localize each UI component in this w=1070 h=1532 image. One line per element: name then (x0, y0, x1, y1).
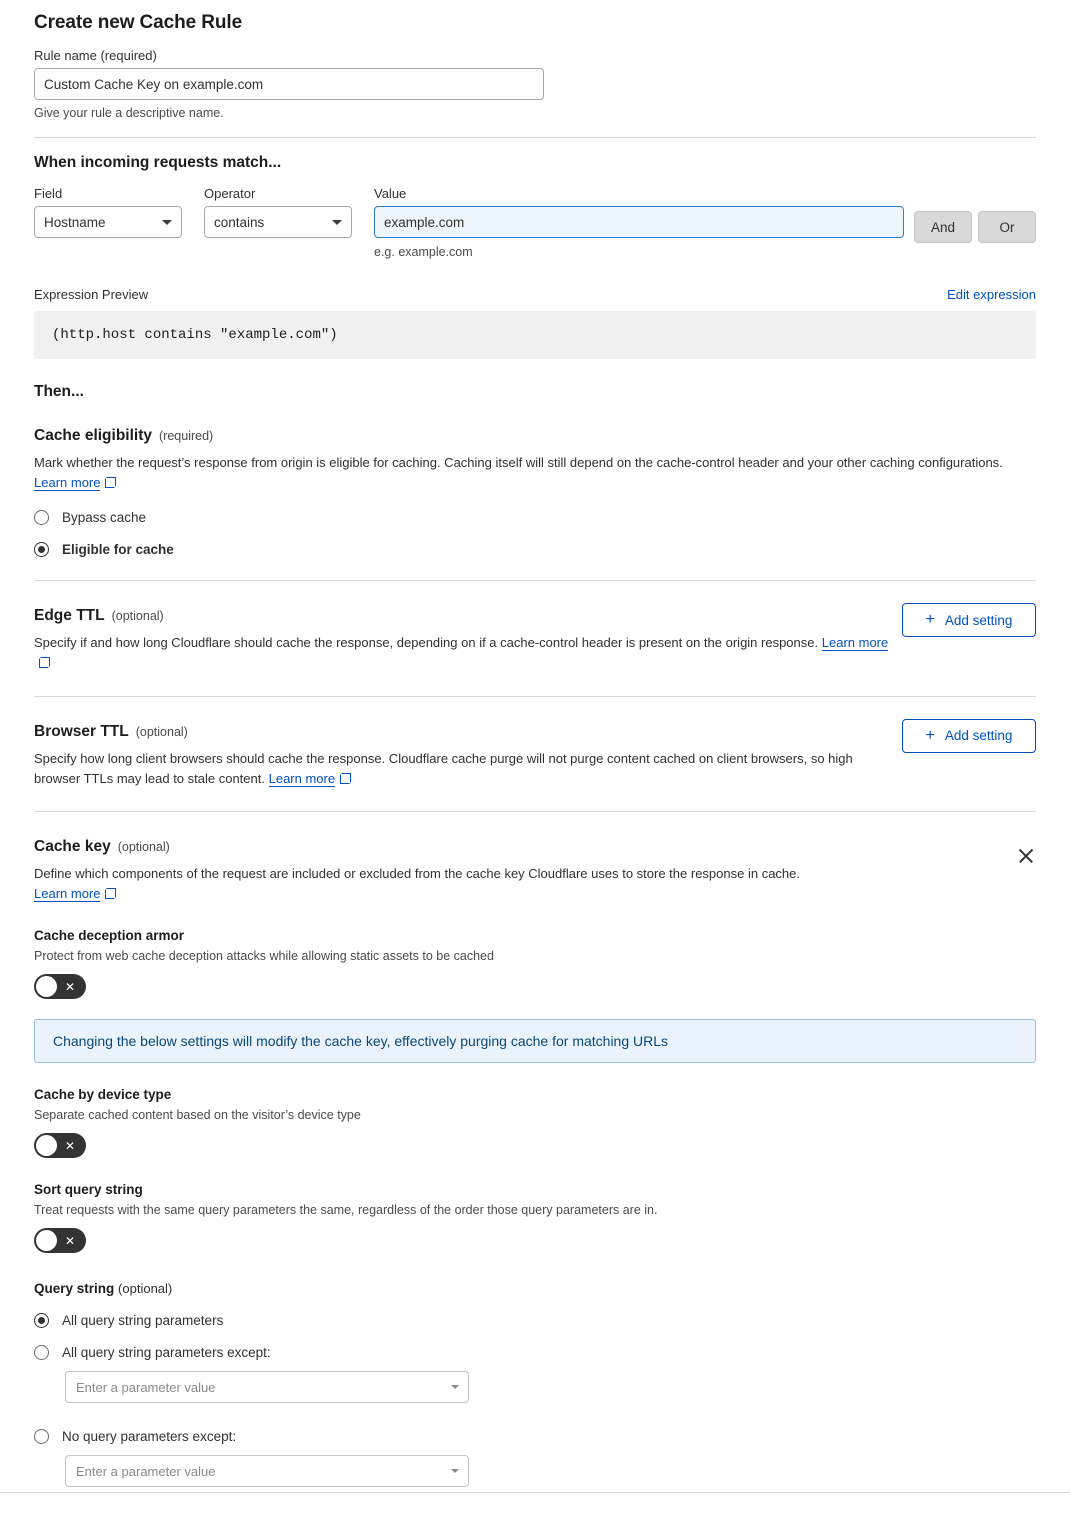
browser-ttl-learn-more-link[interactable]: Learn more (268, 770, 336, 786)
external-link-icon (39, 657, 50, 668)
radio-all-query-string-parameters-except[interactable] (34, 1345, 1036, 1360)
chevron-down-icon (451, 1385, 459, 1389)
cache-by-device-type-title: Cache by device type (34, 1087, 172, 1103)
radio-bypass-cache-icon (34, 510, 49, 525)
all-except-parameter-placeholder: Enter a parameter value (76, 1379, 216, 1395)
operator-select-value: contains (214, 214, 265, 230)
edge-ttl-add-setting-label: Add setting (944, 612, 1013, 628)
expression-label: Expression Preview (34, 287, 149, 302)
cache-key-info-banner: Changing the below settings will modify the cache key, effectively purging cache for matching URLs (34, 1019, 1036, 1063)
toggle-off-icon: ✕ (64, 1233, 75, 1248)
cache-key-title (34, 838, 1036, 856)
all-except-parameter-input[interactable] (65, 1371, 469, 1403)
value-hint: e.g. example.com (374, 245, 473, 259)
match-row (34, 186, 1036, 259)
chevron-down-icon (162, 220, 172, 225)
edge-ttl-optional: (optional) (111, 609, 164, 624)
cache-eligibility-learn-more-link[interactable]: Learn more (34, 475, 101, 491)
browser-ttl-section (34, 697, 1036, 789)
edge-ttl-description-text: Specify if and how long Cloudflare should cache the response, depending on if a cache-control header is present on the origin response. (34, 635, 819, 651)
sort-query-string-description: Treat requests with the same query parameters the same, regardless of the order those query parameters are in. (34, 1203, 658, 1218)
chevron-down-icon (332, 220, 342, 225)
browser-ttl-description (34, 749, 902, 789)
edit-expression-link[interactable]: Edit expression (947, 287, 1036, 302)
field-label: Field (34, 186, 63, 201)
cache-deception-armor-description: Protect from web cache deception attacks while allowing static assets to be cached (34, 949, 494, 964)
toggle-knob (36, 976, 57, 997)
cache-key-learn-more-link[interactable]: Learn more (34, 885, 101, 901)
rule-name-input[interactable] (34, 68, 544, 100)
cache-by-device-type-toggle[interactable] (34, 1133, 86, 1158)
toggle-off-icon: ✕ (64, 979, 75, 994)
cache-eligibility-description (34, 453, 1036, 493)
radio-all-query-string-parameters-except-label: All query string parameters except: (62, 1345, 271, 1361)
cache-eligibility-description-text: Mark whether the request’s response from origin is eligible for caching. Caching itself will still depend on the cache-control header and your other caching configurations. (34, 455, 1003, 470)
query-string-title (34, 1281, 1036, 1296)
edge-ttl-learn-more-link[interactable]: Learn more (821, 635, 889, 651)
edge-ttl-title-text: Edge TTL (34, 607, 105, 625)
page-title: Create new Cache Rule (34, 12, 243, 33)
logic-buttons (914, 211, 1036, 243)
edge-ttl-title (34, 607, 902, 625)
radio-all-query-string-parameters-except-icon (34, 1345, 49, 1360)
cache-key-optional: (optional) (117, 839, 170, 854)
field-group (34, 186, 182, 238)
cache-eligibility-required: (required) (159, 429, 214, 443)
operator-label: Operator (204, 186, 256, 201)
and-button[interactable]: And (914, 211, 972, 243)
toggle-knob (36, 1135, 57, 1156)
edge-ttl-add-setting-button[interactable] (902, 603, 1036, 637)
value-label: Value (374, 186, 407, 201)
divider-cache-key (34, 811, 1036, 812)
external-link-icon (105, 888, 116, 899)
rule-name-helper: Give your rule a descriptive name. (34, 106, 224, 120)
or-button[interactable]: Or (978, 211, 1036, 243)
browser-ttl-optional: (optional) (135, 724, 188, 739)
edge-ttl-description (34, 633, 902, 673)
field-select[interactable] (34, 206, 182, 238)
radio-no-query-parameters-except-label: No query parameters except: (62, 1429, 237, 1445)
external-link-icon (340, 773, 351, 784)
none-except-parameter-placeholder: Enter a parameter value (76, 1463, 216, 1479)
edge-ttl-section (34, 581, 1036, 673)
chevron-down-icon (451, 1469, 459, 1473)
cache-deception-armor-toggle[interactable] (34, 974, 86, 999)
sort-query-string-title: Sort query string (34, 1182, 143, 1198)
cache-key-close-icon[interactable] (1016, 846, 1036, 866)
radio-all-query-string-parameters-label: All query string parameters (62, 1313, 224, 1329)
browser-ttl-add-setting-button[interactable] (902, 719, 1036, 753)
radio-eligible-for-cache-icon (34, 542, 49, 557)
cache-key-description-text: Define which components of the request are included or excluded from the cache key Cloudflare uses to store the response in cache. (34, 865, 800, 881)
cache-rule-form (0, 12, 1070, 1493)
radio-eligible-for-cache-label: Eligible for cache (62, 542, 174, 558)
radio-bypass-cache-label: Bypass cache (62, 510, 147, 526)
cache-key-section (34, 838, 1036, 1493)
none-except-parameter-input[interactable] (65, 1455, 469, 1487)
match-heading: When incoming requests match... (34, 154, 282, 171)
cache-deception-armor-title: Cache deception armor (34, 928, 185, 944)
toggle-off-icon: ✕ (64, 1138, 75, 1153)
cache-by-device-type-description: Separate cached content based on the visitor’s device type (34, 1108, 361, 1123)
query-string-title-text: Query string (34, 1281, 115, 1297)
operator-group (204, 186, 352, 238)
sort-query-string-toggle[interactable] (34, 1228, 86, 1253)
field-select-value: Hostname (44, 214, 106, 230)
expression-preview: (http.host contains "example.com") (34, 311, 1036, 359)
radio-all-query-string-parameters-icon (34, 1313, 49, 1328)
cache-eligibility-title (34, 427, 1036, 445)
browser-ttl-add-setting-label: Add setting (944, 728, 1013, 744)
divider-top (34, 137, 1036, 138)
radio-no-query-parameters-except-icon (34, 1429, 49, 1444)
bottom-divider (0, 1492, 1070, 1493)
operator-select[interactable] (204, 206, 352, 238)
radio-all-query-string-parameters[interactable] (34, 1313, 1036, 1328)
value-group (374, 186, 904, 259)
browser-ttl-title (34, 723, 902, 741)
plus-icon: + (925, 726, 935, 744)
cache-key-title-text: Cache key (34, 837, 111, 855)
cache-eligibility-title-text: Cache eligibility (34, 427, 153, 444)
browser-ttl-title-text: Browser TTL (34, 722, 129, 740)
browser-ttl-description-text: Specify how long client browsers should cache the response. Cloudflare cache purge will not purge content cached on client browsers, so high browser TTLs may lead to stale content. (34, 750, 853, 786)
radio-no-query-parameters-except[interactable] (34, 1429, 1036, 1444)
radio-bypass-cache[interactable] (34, 510, 1036, 525)
cache-key-description (34, 864, 1036, 904)
plus-icon: + (925, 611, 935, 629)
value-input[interactable] (374, 206, 904, 238)
rule-name-label: Rule name (required) (34, 48, 157, 63)
expression-header (34, 287, 1036, 302)
rule-name-group (34, 48, 1036, 120)
query-string-optional: (optional) (118, 1281, 173, 1297)
toggle-knob (36, 1230, 57, 1251)
then-heading: Then... (34, 383, 84, 400)
external-link-icon (105, 477, 116, 488)
radio-eligible-for-cache[interactable] (34, 542, 1036, 557)
